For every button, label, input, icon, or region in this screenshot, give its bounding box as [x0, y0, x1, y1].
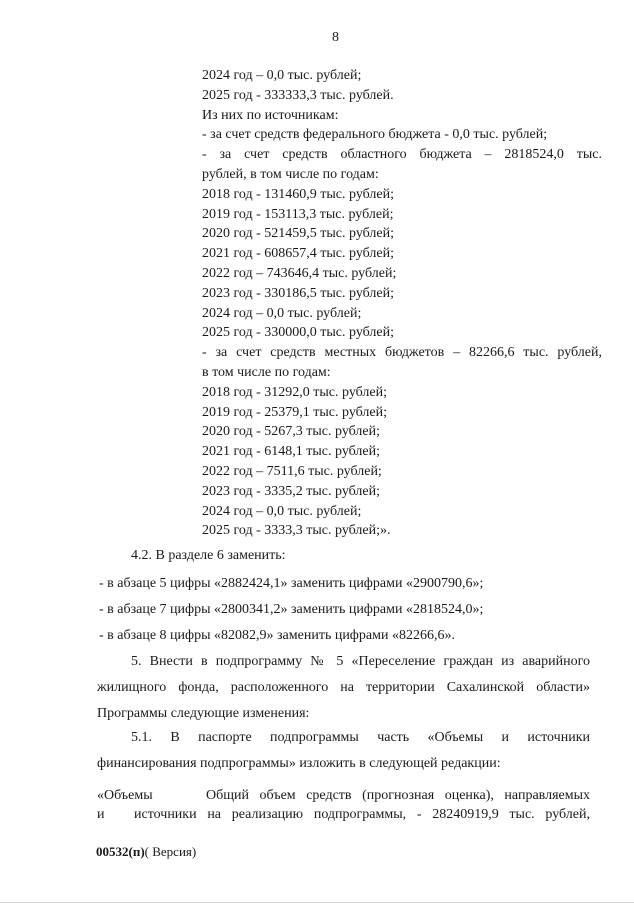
funding-line: 2024 год – 0,0 тыс. рублей;: [202, 68, 362, 83]
funding-line: 2023 год - 330186,5 тыс. рублей;: [202, 285, 395, 301]
scan-edge-line: [0, 902, 634, 903]
funding-line: рублей, в том числе по годам:: [202, 166, 379, 182]
section-4-2-item: - в абзаце 7 цифры «2800341,2» заменить цифрами «2818524,0»;: [99, 602, 484, 617]
funding-line: 2021 год - 608657,4 тыс. рублей;: [202, 246, 395, 262]
funding-line: 2022 год – 7511,6 тыс. рублей;: [202, 463, 382, 479]
document-footer: [96, 844, 196, 860]
funding-line: Из них по источникам:: [202, 107, 339, 123]
funding-line: 2025 год - 333333,3 тыс. рублей.: [202, 87, 394, 103]
section-5-line: 5. Внести в подпрограмму № 5 «Переселение граждан из аварийного: [131, 654, 590, 669]
section-5-line: жилищного фонда, расположенного на территории Сахалинской области»: [97, 680, 590, 695]
table-cell-text: Общий объем средств (прогнозная оценка), направляемых: [206, 788, 590, 803]
footer-version: ( Версия): [144, 844, 197, 859]
funding-line: 2025 год - 330000,0 тыс. рублей;: [202, 325, 395, 341]
footer-code: 00532(п): [96, 844, 145, 859]
section-4-2-item: - в абзаце 5 цифры «2882424,1» заменить цифрами «2900790,6»;: [99, 576, 484, 591]
funding-line: 2024 год – 0,0 тыс. рублей;: [202, 503, 362, 519]
table-cell-label: «Объемы: [97, 788, 153, 803]
funding-sources-block: [202, 66, 602, 541]
table-cell-label: и: [97, 807, 105, 822]
table-cell-text: источники на реализацию подпрограммы, - 28240919,9 тыс. рублей,: [134, 807, 590, 822]
section-4-2-heading: 4.2. В разделе 6 заменить:: [131, 548, 286, 563]
funding-line: 2024 год – 0,0 тыс. рублей;: [202, 305, 362, 321]
funding-line: 2025 год - 3333,3 тыс. рублей;».: [202, 523, 391, 539]
section-5-1-line: 5.1. В паспорте подпрограммы часть «Объемы и источники: [131, 730, 590, 745]
funding-line: 2022 год – 743646,4 тыс. рублей;: [202, 265, 397, 281]
funding-line: - за счет средств областного бюджета – 2818524,0 тыс.: [202, 147, 602, 163]
funding-line: 2018 год - 31292,0 тыс. рублей;: [202, 384, 388, 400]
funding-line: - за счет средств местных бюджетов – 82266,6 тыс. рублей,: [202, 345, 602, 361]
funding-line: 2020 год - 521459,5 тыс. рублей;: [202, 226, 395, 242]
section-5-line: Программы следующие изменения:: [97, 706, 310, 721]
funding-line: в том числе по годам:: [202, 364, 331, 380]
funding-line: 2020 год - 5267,3 тыс. рублей;: [202, 424, 381, 440]
funding-line: 2019 год - 25379,1 тыс. рублей;: [202, 404, 388, 420]
funding-line: 2023 год - 3335,2 тыс. рублей;: [202, 483, 381, 499]
section-5-1-line: финансирования подпрограммы» изложить в следующей редакции:: [97, 756, 501, 771]
funding-line: - за счет средств федерального бюджета - 0,0 тыс. рублей;: [202, 127, 548, 143]
funding-line: 2018 год - 131460,9 тыс. рублей;: [202, 186, 395, 202]
section-4-2-item: - в абзаце 8 цифры «82082,9» заменить цифрами «82266,6».: [99, 628, 455, 643]
funding-line: 2021 год - 6148,1 тыс. рублей;: [202, 444, 381, 460]
funding-line: 2019 год - 153113,3 тыс. рублей;: [202, 206, 394, 222]
page-number: 8: [332, 30, 339, 45]
